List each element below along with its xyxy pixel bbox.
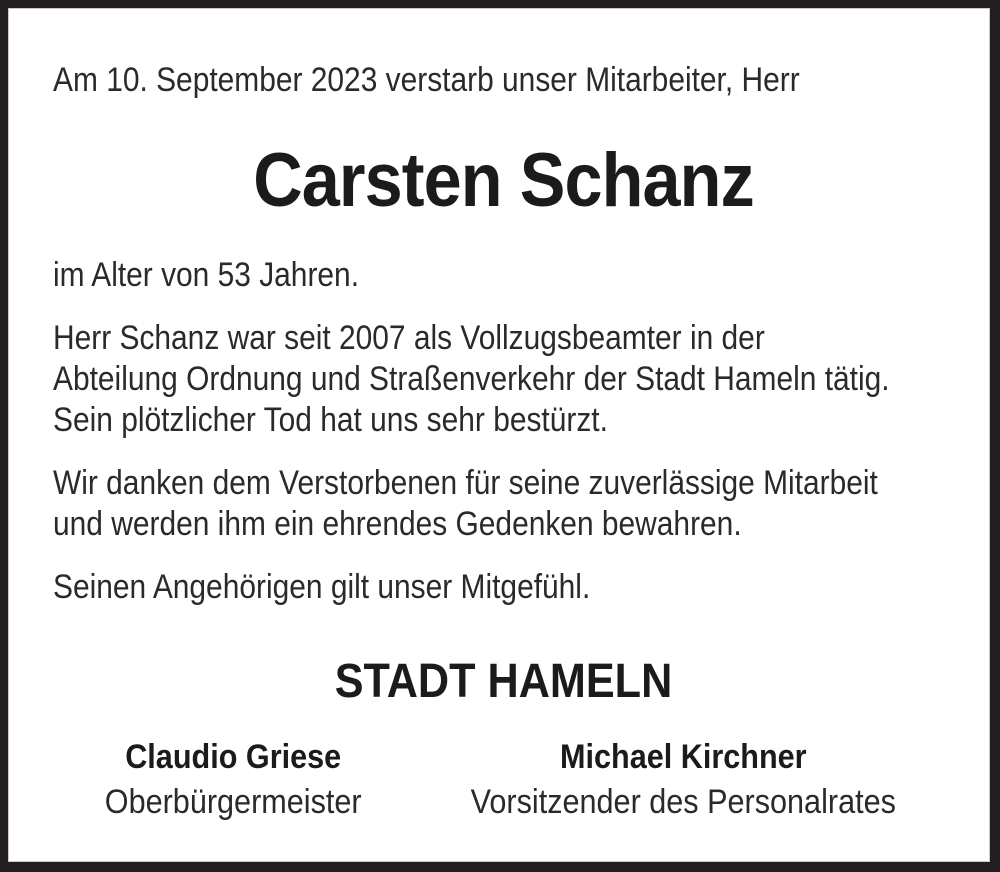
thanks-paragraph-line: und werden ihm ein ehrendes Gedenken bewahren. [53,505,742,543]
signatory-title: Vorsitzender des Personalrates [471,783,897,821]
signatory-name: Claudio Griese [125,738,342,776]
signatory-left [53,736,413,824]
condolence-line: Seinen Angehörigen gilt unser Mitgefühl. [53,568,591,606]
organization-name: STADT HAMELN [334,655,673,708]
signatory-name: Michael Kirchner [560,738,807,776]
service-paragraph-line: Abteilung Ordnung und Straßenverkehr der Stadt Hameln tätig. [53,360,890,398]
signature-block [53,736,954,824]
thanks-paragraph [53,463,878,545]
deceased-name: Carsten Schanz [253,138,754,223]
service-paragraph-line: Sein plötzlicher Tod hat uns sehr bestürzt. [53,401,608,439]
signatory-title: Oberbürgermeister [104,783,362,821]
age-line: im Alter von 53 Jahren. [53,256,360,294]
service-paragraph-line: Herr Schanz war seit 2007 als Vollzugsbeamter in der [53,319,765,357]
condolence-paragraph [53,567,846,608]
service-paragraph [53,318,890,441]
intro-line: Am 10. September 2023 verstarb unser Mitarbeiter, Herr [53,61,800,99]
thanks-paragraph-line: Wir danken dem Verstorbenen für seine zuverlässige Mitarbeit [53,464,878,502]
obituary-content [8,8,990,824]
signatory-right [413,736,954,824]
